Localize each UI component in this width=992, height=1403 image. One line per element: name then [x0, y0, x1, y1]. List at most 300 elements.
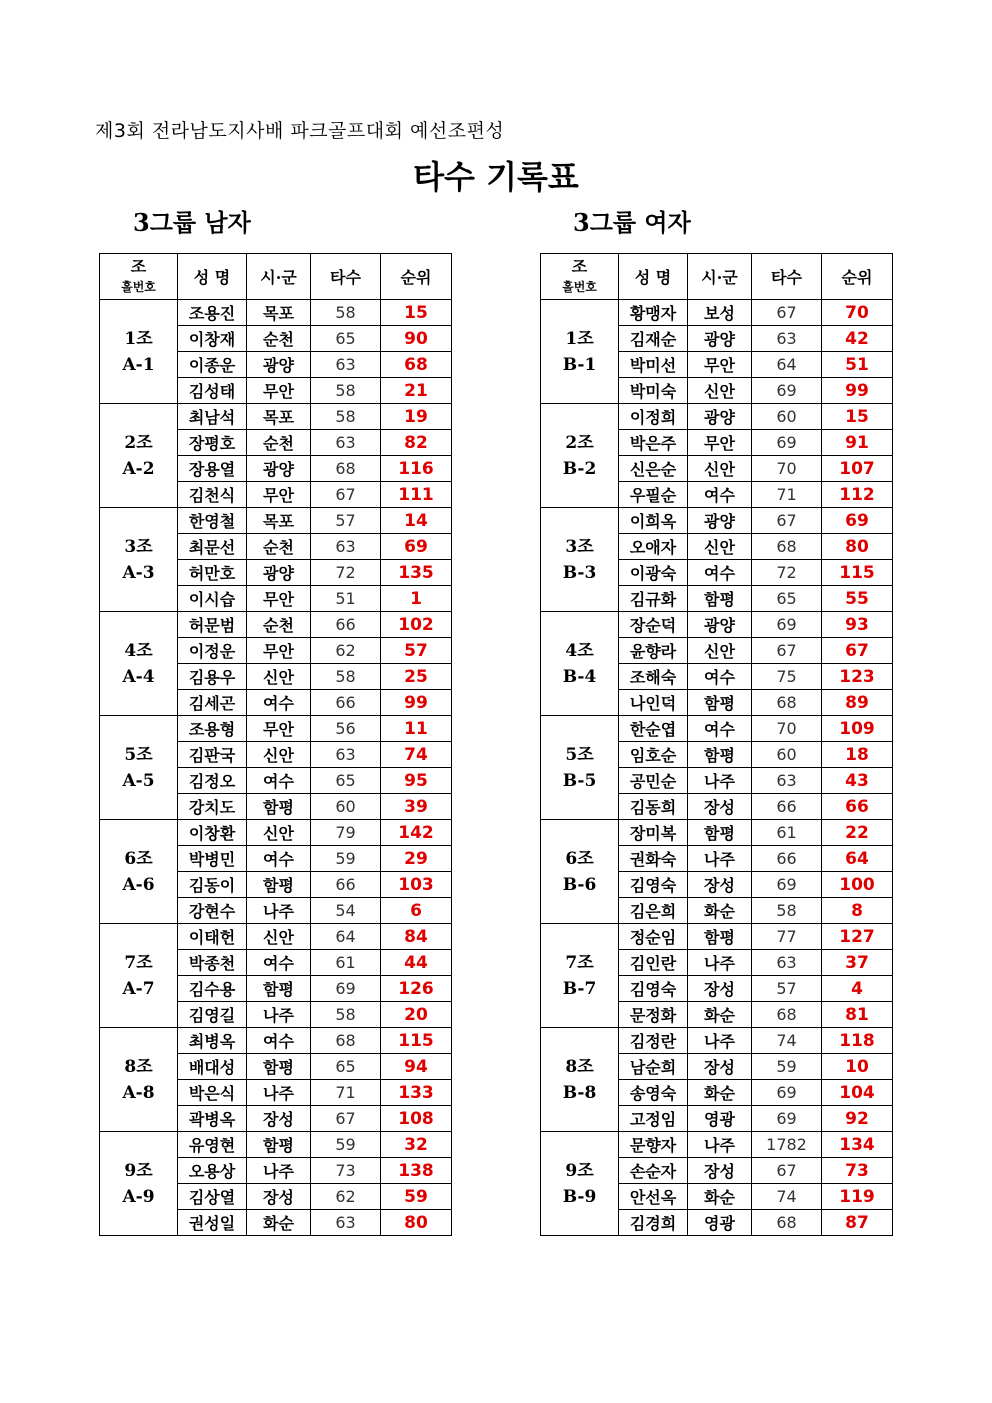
hole-number: A-9	[122, 1186, 155, 1207]
player-name: 조용진	[178, 300, 247, 326]
player-rank: 108	[381, 1106, 452, 1132]
player-city: 나주	[247, 1080, 311, 1106]
player-score: 62	[311, 1184, 381, 1210]
hole-number: A-7	[122, 978, 155, 999]
group-number: 6조	[124, 848, 153, 869]
player-rank: 69	[381, 534, 452, 560]
player-city: 함평	[247, 794, 311, 820]
hole-number: B-9	[562, 1186, 597, 1207]
player-score: 79	[311, 820, 381, 846]
player-score: 59	[311, 846, 381, 872]
player-name: 한순엽	[619, 716, 688, 742]
player-name: 이창환	[178, 820, 247, 846]
player-name: 안선옥	[619, 1184, 688, 1210]
header-jo: 조	[571, 256, 588, 276]
table-row	[541, 1028, 893, 1054]
player-rank: 81	[822, 1002, 893, 1028]
group-cell	[100, 300, 178, 404]
player-city: 장성	[247, 1106, 311, 1132]
player-rank: 135	[381, 560, 452, 586]
table-row	[100, 300, 452, 326]
player-rank: 20	[381, 1002, 452, 1028]
player-rank: 10	[822, 1054, 893, 1080]
player-name: 김영숙	[619, 976, 688, 1002]
player-rank: 127	[822, 924, 893, 950]
player-score: 61	[311, 950, 381, 976]
player-score: 58	[311, 300, 381, 326]
table-row	[541, 820, 893, 846]
player-city: 무안	[247, 716, 311, 742]
player-score: 58	[311, 404, 381, 430]
player-city: 순천	[247, 612, 311, 638]
player-name: 김동희	[619, 794, 688, 820]
player-rank: 142	[381, 820, 452, 846]
player-name: 오용상	[178, 1158, 247, 1184]
table-row	[541, 924, 893, 950]
player-city: 여수	[688, 560, 752, 586]
player-name: 권화숙	[619, 846, 688, 872]
player-name: 윤향라	[619, 638, 688, 664]
table-row	[100, 612, 452, 638]
hole-number: A-3	[122, 562, 155, 583]
player-city: 무안	[247, 638, 311, 664]
player-city: 무안	[688, 352, 752, 378]
header-jo: 조	[130, 256, 147, 276]
player-score: 69	[752, 1106, 822, 1132]
player-rank: 99	[381, 690, 452, 716]
player-rank: 21	[381, 378, 452, 404]
group-number: 7조	[565, 952, 594, 973]
player-rank: 15	[381, 300, 452, 326]
group-cell	[100, 820, 178, 924]
player-rank: 59	[381, 1184, 452, 1210]
player-name: 이정운	[178, 638, 247, 664]
player-score: 68	[311, 456, 381, 482]
player-city: 화순	[688, 1002, 752, 1028]
player-city: 장성	[688, 794, 752, 820]
player-score: 58	[752, 898, 822, 924]
group-number: 3조	[565, 536, 594, 557]
player-rank: 74	[381, 742, 452, 768]
table-row	[541, 508, 893, 534]
player-rank: 80	[381, 1210, 452, 1236]
player-rank: 15	[822, 404, 893, 430]
player-name: 강현수	[178, 898, 247, 924]
group-number: 9조	[565, 1160, 594, 1181]
men-table-body	[100, 300, 452, 1236]
player-score: 67	[752, 508, 822, 534]
player-rank: 67	[822, 638, 893, 664]
player-name: 박은주	[619, 430, 688, 456]
player-city: 순천	[247, 326, 311, 352]
player-name: 손순자	[619, 1158, 688, 1184]
player-name: 장평호	[178, 430, 247, 456]
player-city: 나주	[688, 768, 752, 794]
player-city: 여수	[247, 1028, 311, 1054]
player-score: 69	[752, 378, 822, 404]
header-name: 성 명	[178, 254, 247, 300]
player-rank: 64	[822, 846, 893, 872]
player-rank: 134	[822, 1132, 893, 1158]
header-hole: 홀번호	[562, 279, 597, 294]
player-name: 이시습	[178, 586, 247, 612]
group-cell	[541, 1028, 619, 1132]
player-city: 광양	[247, 456, 311, 482]
player-score: 69	[752, 1080, 822, 1106]
player-city: 순천	[247, 534, 311, 560]
player-rank: 104	[822, 1080, 893, 1106]
header-score: 타수	[752, 254, 822, 300]
player-score: 75	[752, 664, 822, 690]
player-city: 여수	[247, 768, 311, 794]
player-score: 64	[311, 924, 381, 950]
player-city: 함평	[688, 742, 752, 768]
player-city: 나주	[688, 1132, 752, 1158]
player-score: 66	[311, 872, 381, 898]
player-score: 70	[752, 456, 822, 482]
group-number: 9조	[124, 1160, 153, 1181]
hole-number: A-2	[122, 458, 155, 479]
player-rank: 39	[381, 794, 452, 820]
player-score: 66	[752, 846, 822, 872]
player-score: 73	[311, 1158, 381, 1184]
player-rank: 89	[822, 690, 893, 716]
table-row	[541, 404, 893, 430]
player-rank: 44	[381, 950, 452, 976]
player-rank: 73	[822, 1158, 893, 1184]
player-score: 58	[311, 378, 381, 404]
player-score: 69	[752, 430, 822, 456]
group-cell	[541, 404, 619, 508]
player-city: 신안	[688, 638, 752, 664]
hole-number: A-1	[122, 354, 155, 375]
player-score: 56	[311, 716, 381, 742]
player-score: 65	[311, 1054, 381, 1080]
player-name: 최남석	[178, 404, 247, 430]
player-city: 신안	[247, 924, 311, 950]
header-jo-hole	[541, 254, 619, 300]
hole-number: B-6	[562, 874, 597, 895]
player-rank: 57	[381, 638, 452, 664]
player-rank: 42	[822, 326, 893, 352]
player-city: 무안	[247, 378, 311, 404]
header-city: 시·군	[247, 254, 311, 300]
player-city: 화순	[688, 898, 752, 924]
player-rank: 43	[822, 768, 893, 794]
player-city: 화순	[688, 1080, 752, 1106]
header-jo-hole	[100, 254, 178, 300]
player-city: 여수	[688, 482, 752, 508]
player-city: 신안	[688, 378, 752, 404]
player-name: 나인덕	[619, 690, 688, 716]
player-score: 72	[311, 560, 381, 586]
player-score: 63	[311, 1210, 381, 1236]
header-name: 성 명	[619, 254, 688, 300]
group-number: 8조	[124, 1056, 153, 1077]
player-score: 67	[752, 638, 822, 664]
hole-number: B-5	[562, 770, 597, 791]
player-city: 함평	[688, 924, 752, 950]
hole-number: B-3	[562, 562, 597, 583]
table-row	[100, 924, 452, 950]
player-city: 신안	[247, 742, 311, 768]
player-score: 63	[752, 768, 822, 794]
table-row	[541, 1132, 893, 1158]
player-name: 김인란	[619, 950, 688, 976]
player-rank: 29	[381, 846, 452, 872]
player-name: 고정임	[619, 1106, 688, 1132]
player-name: 정순임	[619, 924, 688, 950]
player-name: 박미숙	[619, 378, 688, 404]
player-city: 신안	[688, 456, 752, 482]
player-score: 63	[752, 950, 822, 976]
player-rank: 99	[822, 378, 893, 404]
player-name: 황맹자	[619, 300, 688, 326]
table-header-row	[541, 254, 893, 300]
player-name: 이정희	[619, 404, 688, 430]
group-cell	[541, 1132, 619, 1236]
hole-number: A-8	[122, 1082, 155, 1103]
player-city: 목포	[247, 508, 311, 534]
player-name: 김규화	[619, 586, 688, 612]
player-city: 무안	[247, 482, 311, 508]
player-city: 함평	[688, 820, 752, 846]
player-rank: 32	[381, 1132, 452, 1158]
player-score: 67	[311, 482, 381, 508]
player-name: 강치도	[178, 794, 247, 820]
player-rank: 4	[822, 976, 893, 1002]
table-row	[100, 404, 452, 430]
player-city: 광양	[688, 612, 752, 638]
player-rank: 68	[381, 352, 452, 378]
player-rank: 138	[381, 1158, 452, 1184]
player-name: 김영길	[178, 1002, 247, 1028]
player-rank: 18	[822, 742, 893, 768]
group-number: 5조	[124, 744, 153, 765]
player-name: 김재순	[619, 326, 688, 352]
player-city: 나주	[688, 1028, 752, 1054]
player-name: 문정화	[619, 1002, 688, 1028]
player-rank: 82	[381, 430, 452, 456]
player-score: 68	[311, 1028, 381, 1054]
player-name: 김은희	[619, 898, 688, 924]
player-city: 보성	[688, 300, 752, 326]
player-name: 박은식	[178, 1080, 247, 1106]
player-name: 공민순	[619, 768, 688, 794]
player-city: 함평	[247, 1054, 311, 1080]
table-row	[100, 1132, 452, 1158]
player-name: 김영숙	[619, 872, 688, 898]
player-score: 68	[752, 1002, 822, 1028]
player-rank: 107	[822, 456, 893, 482]
player-score: 58	[311, 664, 381, 690]
player-rank: 119	[822, 1184, 893, 1210]
player-rank: 126	[381, 976, 452, 1002]
header-score: 타수	[311, 254, 381, 300]
player-name: 허만호	[178, 560, 247, 586]
player-rank: 102	[381, 612, 452, 638]
group-number: 2조	[565, 432, 594, 453]
player-city: 영광	[688, 1210, 752, 1236]
group-cell	[100, 1028, 178, 1132]
player-rank: 109	[822, 716, 893, 742]
player-name: 박병민	[178, 846, 247, 872]
player-rank: 100	[822, 872, 893, 898]
player-city: 나주	[247, 1002, 311, 1028]
player-score: 69	[752, 872, 822, 898]
group-number: 4조	[565, 640, 594, 661]
player-name: 김천식	[178, 482, 247, 508]
player-name: 배대성	[178, 1054, 247, 1080]
player-name: 김용우	[178, 664, 247, 690]
player-name: 남순희	[619, 1054, 688, 1080]
player-rank: 8	[822, 898, 893, 924]
player-city: 함평	[247, 872, 311, 898]
group-cell	[541, 508, 619, 612]
player-name: 장용열	[178, 456, 247, 482]
group-number: 8조	[565, 1056, 594, 1077]
player-rank: 69	[822, 508, 893, 534]
player-score: 67	[311, 1106, 381, 1132]
player-name: 문향자	[619, 1132, 688, 1158]
group-number: 4조	[124, 640, 153, 661]
header-hole: 홀번호	[121, 279, 156, 294]
player-city: 광양	[688, 508, 752, 534]
player-city: 장성	[688, 1158, 752, 1184]
player-city: 신안	[688, 534, 752, 560]
group-cell	[100, 1132, 178, 1236]
player-score: 57	[311, 508, 381, 534]
player-city: 광양	[247, 560, 311, 586]
hole-number: B-2	[562, 458, 597, 479]
men-score-table	[99, 253, 452, 1236]
group-number: 5조	[565, 744, 594, 765]
group-cell	[100, 716, 178, 820]
player-rank: 66	[822, 794, 893, 820]
player-city: 함평	[247, 976, 311, 1002]
group-cell	[541, 300, 619, 404]
player-rank: 95	[381, 768, 452, 794]
player-city: 화순	[247, 1210, 311, 1236]
group-cell	[100, 508, 178, 612]
player-score: 69	[752, 612, 822, 638]
player-score: 62	[311, 638, 381, 664]
player-name: 김동이	[178, 872, 247, 898]
player-name: 김수용	[178, 976, 247, 1002]
player-city: 여수	[247, 690, 311, 716]
group-number: 1조	[565, 328, 594, 349]
player-score: 63	[311, 352, 381, 378]
player-rank: 123	[822, 664, 893, 690]
player-rank: 87	[822, 1210, 893, 1236]
player-rank: 37	[822, 950, 893, 976]
player-name: 김정오	[178, 768, 247, 794]
group-cell	[541, 820, 619, 924]
player-score: 60	[752, 404, 822, 430]
player-rank: 118	[822, 1028, 893, 1054]
player-name: 조용형	[178, 716, 247, 742]
player-score: 72	[752, 560, 822, 586]
women-group-title: 3그룹 여자	[573, 208, 691, 237]
player-score: 54	[311, 898, 381, 924]
player-score: 58	[311, 1002, 381, 1028]
hole-number: B-4	[562, 666, 597, 687]
player-city: 광양	[688, 326, 752, 352]
player-rank: 11	[381, 716, 452, 742]
player-name: 우필순	[619, 482, 688, 508]
player-name: 이광숙	[619, 560, 688, 586]
player-city: 나주	[247, 1158, 311, 1184]
player-score: 60	[752, 742, 822, 768]
player-name: 장순덕	[619, 612, 688, 638]
hole-number: A-6	[122, 874, 155, 895]
player-score: 74	[752, 1028, 822, 1054]
player-name: 박미선	[619, 352, 688, 378]
player-score: 68	[752, 534, 822, 560]
player-name: 권성일	[178, 1210, 247, 1236]
player-rank: 51	[822, 352, 893, 378]
hole-number: A-4	[122, 666, 155, 687]
player-name: 곽병옥	[178, 1106, 247, 1132]
table-row	[100, 716, 452, 742]
player-score: 66	[311, 690, 381, 716]
player-city: 나주	[688, 846, 752, 872]
player-rank: 22	[822, 820, 893, 846]
hole-number: B-1	[562, 354, 597, 375]
player-score: 65	[752, 586, 822, 612]
player-score: 60	[311, 794, 381, 820]
player-rank: 55	[822, 586, 893, 612]
player-score: 66	[752, 794, 822, 820]
group-number: 3조	[124, 536, 153, 557]
player-name: 유영현	[178, 1132, 247, 1158]
player-name: 임호순	[619, 742, 688, 768]
player-rank: 80	[822, 534, 893, 560]
table-row	[541, 716, 893, 742]
player-rank: 19	[381, 404, 452, 430]
player-score: 70	[752, 716, 822, 742]
player-name: 허문범	[178, 612, 247, 638]
player-score: 57	[752, 976, 822, 1002]
player-rank: 14	[381, 508, 452, 534]
player-rank: 84	[381, 924, 452, 950]
player-name: 최병옥	[178, 1028, 247, 1054]
group-number: 6조	[565, 848, 594, 869]
player-city: 여수	[688, 664, 752, 690]
group-cell	[100, 924, 178, 1028]
player-score: 68	[752, 690, 822, 716]
group-cell	[100, 404, 178, 508]
player-city: 함평	[247, 1132, 311, 1158]
page-title: 타수 기록표	[413, 158, 579, 196]
player-name: 한영철	[178, 508, 247, 534]
men-group-title: 3그룹 남자	[133, 208, 251, 237]
player-score: 67	[752, 300, 822, 326]
player-name: 이종운	[178, 352, 247, 378]
player-city: 함평	[688, 690, 752, 716]
player-score: 63	[311, 430, 381, 456]
group-cell	[100, 612, 178, 716]
player-city: 장성	[688, 872, 752, 898]
player-city: 무안	[688, 430, 752, 456]
women-table-body	[541, 300, 893, 1236]
table-row	[541, 612, 893, 638]
player-score: 67	[752, 1158, 822, 1184]
player-score: 63	[311, 742, 381, 768]
header-city: 시·군	[688, 254, 752, 300]
table-row	[100, 1028, 452, 1054]
player-city: 여수	[247, 950, 311, 976]
